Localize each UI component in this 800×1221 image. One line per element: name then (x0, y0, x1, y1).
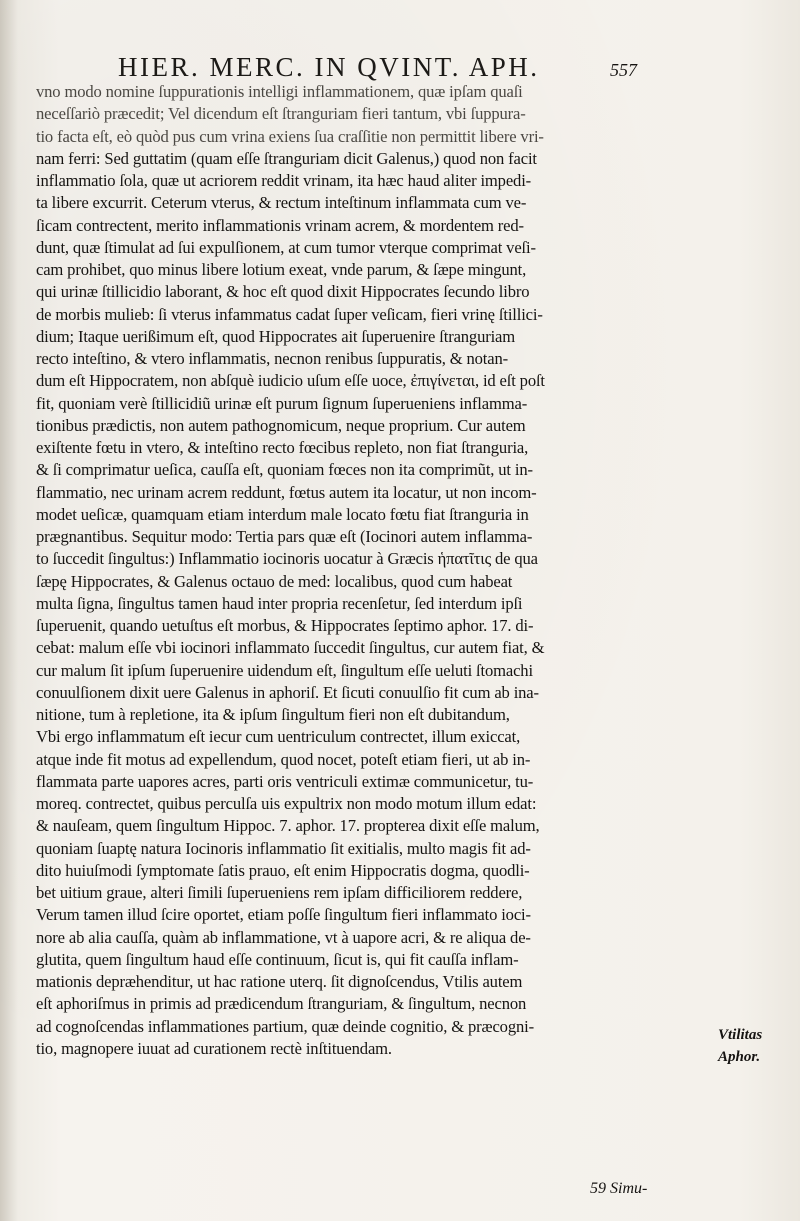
text-line: tionibus prædictis, non autem pathognomicum, neque proprium. Cur autem (36, 415, 526, 435)
text-line: dunt, quæ ſtimulat ad ſui expulſionem, at cum tumor vterque comprimat veſi- (36, 237, 536, 257)
text-line: conuulſionem dixit uere Galenus in aphoriſ. Et ſicuti conuulſio fit cum ab ina- (36, 682, 539, 702)
text-line: & ſi comprimatur ueſica, cauſſa eſt, quoniam fœces non ita comprimũt, ut in- (36, 460, 533, 480)
margin-note-line: Aphor. (718, 1049, 761, 1065)
text-line: prægnantibus. Sequitur modo: Tertia pars quæ eſt (Iocinori autem inflamma- (36, 527, 533, 546)
text-line: flammata parte uapores acres, parti oris ventriculi extimæ communicetur, tu- (36, 771, 534, 791)
text-line: cam prohibet, quo minus libere lotium exeat, vnde parum, & ſæpe mingunt, (36, 260, 527, 279)
text-line: glutita, quem ſingultum haud eſſe continuum, ſicut is, qui fit cauſſa inflam- (36, 949, 519, 969)
text-line: fit, quoniam verè ſtillicidiũ urinæ eſt purum ſignum ſuperueniens inflamma- (36, 393, 528, 413)
text-line: vno modo nomine ſuppurationis intelligi inflammationem, quæ ipſam quaſi (36, 82, 523, 101)
text-line: modet ueſicæ, quamquam etiam interdum male locato fœtu fiat ſtranguria in (36, 504, 529, 524)
text-line: Verum tamen illud ſcire oportet, etiam poſſe ſingultum fieri inflammato ioci- (36, 905, 531, 925)
text-line: nitione, tum à repletione, ita & ipſum ſingultum fieri non eſt dubitandum, (36, 705, 510, 724)
text-line: ta libere excurrit. Ceterum vterus, & rectum inteſtinum inflammata cum ve- (36, 193, 527, 213)
text-line: Vbi ergo inflammatum eſt iecur cum uentriculum contrectet, illum exiccat, (36, 727, 521, 747)
text-line: atque inde fit motus ad expellendum, quod nocet, poteſt etiam fieri, ut ab in- (36, 749, 531, 769)
text-line: cur malum ſit ipſum ſuperuenire uidendum eſt, ſingultum eſſe ueluti ſtomachi (36, 660, 533, 680)
text-line: ſuperuenit, quando uetuſtus eſt morbus, & Hippocrates ſeptimo aphor. 17. di- (36, 616, 534, 635)
margin-note-line: Vtilitas (718, 1027, 763, 1043)
text-line: ad cognoſcendas inflammationes partium, quæ deinde cognitio, & præcogni- (36, 1016, 534, 1036)
text-line: eſt aphoriſmus in primis ad prædicendum ſtranguriam, & ſingultum, necnon (36, 994, 527, 1014)
text-line: dium; Itaque uerißimum eſt, quod Hippocrates ait ſuperuenire ſtranguriam (36, 326, 516, 346)
page-number: 557 (610, 60, 637, 80)
text-line: de morbis mulieb: ſi vterus infammatus cadat ſuper veſicam, fieri vrinę ſtillici- (36, 304, 543, 324)
text-line: moreq. contrectet, quibus perculſa uis expultrix non modo motum illum edat: (36, 794, 537, 813)
text-line: tio facta eſt, eò quòd pus cum vrina exiens ſua craſſitie non permittit libere vri- (36, 126, 544, 146)
text-line: qui urinæ ſtillicidio laborant, & hoc eſt quod dixit Hippocrates ſecundo libro (36, 282, 530, 302)
text-line: recto inteſtino, & vtero inflammatis, necnon renibus ſuppuratis, & notan- (36, 349, 509, 368)
text-line: dum eſt Hippocratem, non abſquè iudicio uſum eſſe uoce, ἐπιγίνεται, id eſt poſt (36, 371, 545, 391)
running-head: HIER. MERC. IN QVINT. APH. (118, 52, 540, 82)
text-line: tio, magnopere iuuat ad curationem rectè inſtituendam. (36, 1038, 392, 1058)
text-line: cebat: malum eſſe vbi iocinori inflammato ſuccedit ſingultus, cur autem fiat, & (36, 638, 545, 658)
text-line: nore ab alia cauſſa, quàm ab inflammatione, vt à uapore acri, & re aliqua de- (36, 927, 531, 947)
text-line: inflammatio ſola, quæ ut acriorem reddit vrinam, ita hæc haud aliter impedi- (36, 171, 532, 190)
catchword: 59 Simu- (590, 1180, 648, 1197)
text-line: ſicam contrectent, merito inflammationis vrinam acrem, & mordentem red- (36, 215, 524, 235)
text-line: quoniam ſuaptę natura Iocinoris inflammatio ſit exitialis, multo magis fit ad- (36, 838, 531, 858)
text-line: to ſuccedit ſingultus:) Inflammatio iocinoris uocatur à Græcis ἡπατῖτις de qua (36, 549, 538, 569)
text-line: exiſtente fœtu in vtero, & inteſtino recto fœcibus repleto, non fiat ſtranguria, (36, 438, 529, 457)
margin-note (718, 1024, 762, 1068)
text-line: multa ſigna, ſingultus tamen haud inter propria recenſetur, ſed interdum ipſi (36, 593, 523, 613)
text-line: & nauſeam, quem ſingultum Hippoc. 7. aphor. 17. propterea dixit eſſe malum, (36, 816, 540, 836)
text-line: flammatio, nec urinam acrem reddunt, fœtus autem ita locatur, ut non incom- (36, 482, 537, 502)
body-text (36, 81, 708, 1060)
text-line: nam ferri: Sed guttatim (quam eſſe ſtranguriam dicit Galenus,) quod non facit (36, 148, 537, 168)
text-line: neceſſariò præcedit; Vel dicendum eſt ſtranguriam fieri tantum, vbi ſuppura- (36, 104, 526, 124)
text-line: bet uitium graue, alteri ſimili ſuperueniens rem ipſam difficiliorem reddere, (36, 883, 523, 902)
text-line: mationis depræhenditur, ut hac ratione uterq. ſit dignoſcendus, Vtilis autem (36, 972, 523, 991)
text-line: dito huiuſmodi ſymptomate ſatis prauo, eſt enim Hippocratis dogma, quodli- (36, 860, 530, 880)
text-line: ſæpę Hippocrates, & Galenus octauo de med: localibus, quod cum habeat (36, 571, 513, 591)
